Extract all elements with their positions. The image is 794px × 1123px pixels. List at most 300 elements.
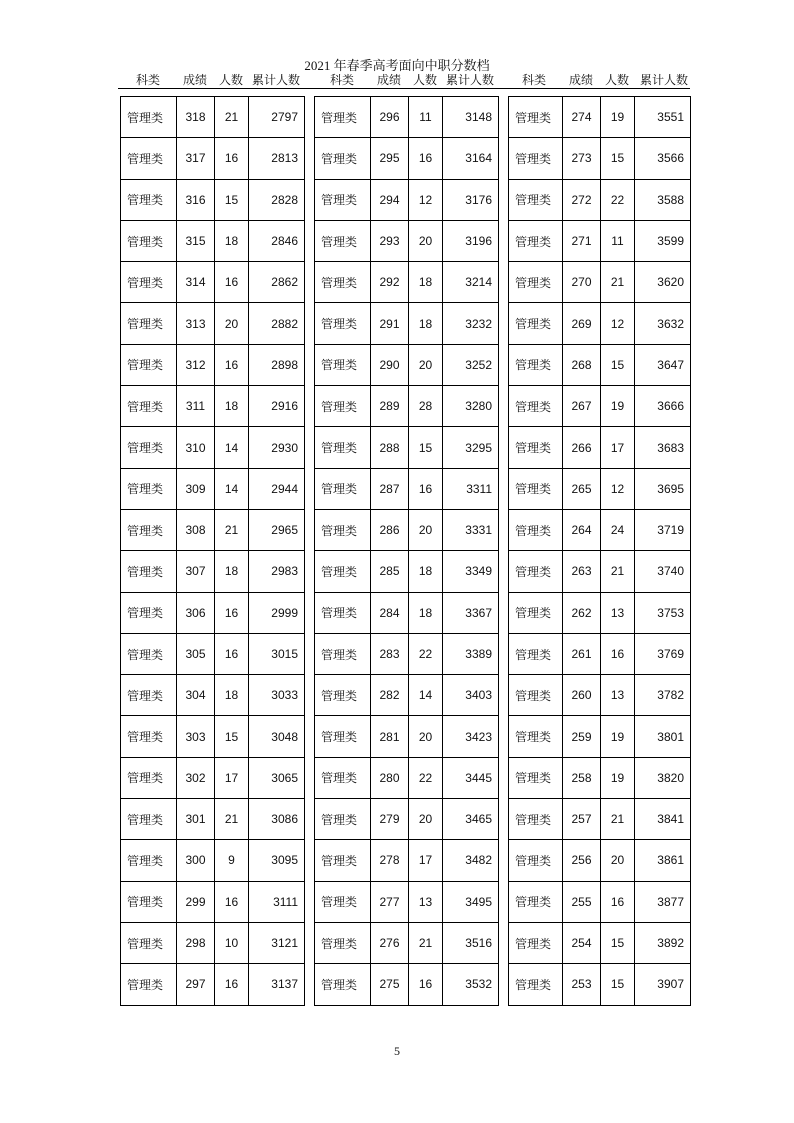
table-row <box>509 509 691 550</box>
subject-cell: 管理类 <box>315 716 371 757</box>
count-cell: 12 <box>601 468 635 509</box>
count-cell: 18 <box>215 386 249 427</box>
table-row <box>509 716 691 757</box>
count-cell: 20 <box>409 716 443 757</box>
count-cell: 21 <box>601 551 635 592</box>
table-row <box>509 964 691 1005</box>
score-cell: 265 <box>563 468 601 509</box>
table-row <box>315 675 499 716</box>
score-cell: 312 <box>177 344 215 385</box>
cumulative-cell: 2930 <box>249 427 305 468</box>
cumulative-cell: 3311 <box>443 468 499 509</box>
subject-cell: 管理类 <box>315 386 371 427</box>
count-cell: 14 <box>215 427 249 468</box>
subject-cell: 管理类 <box>315 633 371 674</box>
cumulative-cell: 3620 <box>635 262 691 303</box>
table-row <box>315 262 499 303</box>
score-cell: 270 <box>563 262 601 303</box>
header-subject: 科类 <box>329 73 354 87</box>
cumulative-cell: 3753 <box>635 592 691 633</box>
score-cell: 286 <box>371 509 409 550</box>
count-cell: 16 <box>215 592 249 633</box>
table-row <box>121 633 305 674</box>
count-cell: 9 <box>215 840 249 881</box>
subject-cell: 管理类 <box>121 840 177 881</box>
count-cell: 21 <box>601 262 635 303</box>
score-cell: 296 <box>371 97 409 138</box>
cumulative-cell: 3516 <box>443 922 499 963</box>
subject-cell: 管理类 <box>509 633 563 674</box>
table-row <box>121 716 305 757</box>
count-cell: 21 <box>409 922 443 963</box>
count-cell: 12 <box>601 303 635 344</box>
subject-cell: 管理类 <box>121 468 177 509</box>
score-cell: 295 <box>371 138 409 179</box>
subject-cell: 管理类 <box>121 799 177 840</box>
count-cell: 15 <box>215 179 249 220</box>
score-cell: 305 <box>177 633 215 674</box>
count-cell: 15 <box>601 138 635 179</box>
subject-cell: 管理类 <box>509 757 563 798</box>
count-cell: 13 <box>601 675 635 716</box>
table-row <box>121 386 305 427</box>
table-row <box>121 964 305 1005</box>
subject-cell: 管理类 <box>121 427 177 468</box>
count-cell: 16 <box>215 262 249 303</box>
table-row <box>315 303 499 344</box>
subject-cell: 管理类 <box>315 427 371 468</box>
subject-cell: 管理类 <box>315 97 371 138</box>
score-cell: 268 <box>563 344 601 385</box>
header-subject: 科类 <box>135 73 160 87</box>
score-cell: 318 <box>177 97 215 138</box>
table-row <box>509 220 691 261</box>
subject-cell: 管理类 <box>509 964 563 1005</box>
count-cell: 18 <box>215 551 249 592</box>
header-cumulative: 累计人数 <box>251 73 300 87</box>
table-row <box>315 386 499 427</box>
cumulative-cell: 3095 <box>249 840 305 881</box>
cumulative-cell: 3482 <box>443 840 499 881</box>
cumulative-cell: 3566 <box>635 138 691 179</box>
subject-cell: 管理类 <box>509 551 563 592</box>
score-cell: 280 <box>371 757 409 798</box>
header-count: 人数 <box>604 73 629 87</box>
table-row <box>121 757 305 798</box>
cumulative-cell: 3666 <box>635 386 691 427</box>
header-score: 成绩 <box>182 73 207 87</box>
cumulative-cell: 3551 <box>635 97 691 138</box>
table-row <box>121 799 305 840</box>
score-cell: 273 <box>563 138 601 179</box>
subject-cell: 管理类 <box>509 220 563 261</box>
count-cell: 21 <box>215 97 249 138</box>
score-cell: 291 <box>371 303 409 344</box>
count-cell: 15 <box>601 922 635 963</box>
score-cell: 279 <box>371 799 409 840</box>
count-cell: 16 <box>409 468 443 509</box>
count-cell: 15 <box>601 344 635 385</box>
score-cell: 255 <box>563 881 601 922</box>
score-cell: 262 <box>563 592 601 633</box>
count-cell: 22 <box>601 179 635 220</box>
count-cell: 19 <box>601 386 635 427</box>
table-row <box>315 344 499 385</box>
subject-cell: 管理类 <box>121 386 177 427</box>
score-cell: 260 <box>563 675 601 716</box>
score-cell: 302 <box>177 757 215 798</box>
count-cell: 18 <box>409 262 443 303</box>
cumulative-cell: 3196 <box>443 220 499 261</box>
subject-cell: 管理类 <box>315 551 371 592</box>
table-row <box>121 592 305 633</box>
subject-cell: 管理类 <box>121 757 177 798</box>
cumulative-cell: 3861 <box>635 840 691 881</box>
cumulative-cell: 3877 <box>635 881 691 922</box>
table-row <box>509 344 691 385</box>
score-cell: 284 <box>371 592 409 633</box>
table-row <box>121 262 305 303</box>
subject-cell: 管理类 <box>121 881 177 922</box>
subject-cell: 管理类 <box>121 97 177 138</box>
count-cell: 22 <box>409 633 443 674</box>
cumulative-cell: 3164 <box>443 138 499 179</box>
score-cell: 306 <box>177 592 215 633</box>
subject-cell: 管理类 <box>509 509 563 550</box>
cumulative-cell: 3532 <box>443 964 499 1005</box>
count-cell: 16 <box>601 881 635 922</box>
cumulative-cell: 3176 <box>443 179 499 220</box>
score-cell: 298 <box>177 922 215 963</box>
table-row <box>315 551 499 592</box>
subject-cell: 管理类 <box>315 840 371 881</box>
cumulative-cell: 3280 <box>443 386 499 427</box>
cumulative-cell: 3907 <box>635 964 691 1005</box>
cumulative-cell: 2944 <box>249 468 305 509</box>
table-row <box>509 262 691 303</box>
count-cell: 18 <box>409 592 443 633</box>
table-row <box>121 509 305 550</box>
score-table-column-1 <box>120 96 305 1006</box>
score-cell: 258 <box>563 757 601 798</box>
subject-cell: 管理类 <box>315 964 371 1005</box>
table-row <box>121 97 305 138</box>
header-score: 成绩 <box>376 73 401 87</box>
table-row <box>509 303 691 344</box>
cumulative-cell: 2797 <box>249 97 305 138</box>
subject-cell: 管理类 <box>509 97 563 138</box>
table-row <box>121 922 305 963</box>
score-cell: 261 <box>563 633 601 674</box>
score-table-column-3 <box>508 96 691 1006</box>
score-cell: 264 <box>563 509 601 550</box>
table-row <box>315 881 499 922</box>
cumulative-cell: 3719 <box>635 509 691 550</box>
cumulative-cell: 2965 <box>249 509 305 550</box>
score-cell: 304 <box>177 675 215 716</box>
cumulative-cell: 3111 <box>249 881 305 922</box>
table-row <box>509 922 691 963</box>
table-row <box>121 220 305 261</box>
table-row <box>315 964 499 1005</box>
subject-cell: 管理类 <box>315 799 371 840</box>
count-cell: 18 <box>409 551 443 592</box>
subject-cell: 管理类 <box>509 592 563 633</box>
subject-cell: 管理类 <box>315 344 371 385</box>
count-cell: 20 <box>409 344 443 385</box>
score-cell: 311 <box>177 386 215 427</box>
cumulative-cell: 3137 <box>249 964 305 1005</box>
score-cell: 289 <box>371 386 409 427</box>
cumulative-cell: 3033 <box>249 675 305 716</box>
subject-cell: 管理类 <box>315 757 371 798</box>
score-cell: 283 <box>371 633 409 674</box>
cumulative-cell: 3820 <box>635 757 691 798</box>
subject-cell: 管理类 <box>121 179 177 220</box>
score-cell: 308 <box>177 509 215 550</box>
score-cell: 307 <box>177 551 215 592</box>
subject-cell: 管理类 <box>315 592 371 633</box>
count-cell: 16 <box>215 633 249 674</box>
table-row <box>121 138 305 179</box>
page-number: 5 <box>394 1044 400 1058</box>
score-cell: 276 <box>371 922 409 963</box>
cumulative-cell: 3841 <box>635 799 691 840</box>
score-cell: 292 <box>371 262 409 303</box>
subject-cell: 管理类 <box>315 881 371 922</box>
subject-cell: 管理类 <box>121 675 177 716</box>
cumulative-cell: 3647 <box>635 344 691 385</box>
subject-cell: 管理类 <box>315 303 371 344</box>
table-row <box>121 881 305 922</box>
subject-cell: 管理类 <box>509 799 563 840</box>
table-row <box>315 633 499 674</box>
score-cell: 272 <box>563 179 601 220</box>
header-divider <box>118 88 690 89</box>
table-row <box>315 220 499 261</box>
subject-cell: 管理类 <box>121 220 177 261</box>
count-cell: 16 <box>601 633 635 674</box>
subject-cell: 管理类 <box>509 716 563 757</box>
cumulative-cell: 3148 <box>443 97 499 138</box>
subject-cell: 管理类 <box>509 344 563 385</box>
table-row <box>121 468 305 509</box>
subject-cell: 管理类 <box>509 675 563 716</box>
cumulative-cell: 2862 <box>249 262 305 303</box>
count-cell: 11 <box>601 220 635 261</box>
header-subject: 科类 <box>521 73 546 87</box>
cumulative-cell: 2898 <box>249 344 305 385</box>
cumulative-cell: 3214 <box>443 262 499 303</box>
count-cell: 18 <box>215 220 249 261</box>
score-cell: 303 <box>177 716 215 757</box>
table-row <box>121 344 305 385</box>
count-cell: 21 <box>601 799 635 840</box>
table-row <box>509 551 691 592</box>
table-row <box>315 840 499 881</box>
subject-cell: 管理类 <box>121 262 177 303</box>
count-cell: 16 <box>215 344 249 385</box>
score-cell: 294 <box>371 179 409 220</box>
count-cell: 16 <box>409 964 443 1005</box>
count-cell: 15 <box>409 427 443 468</box>
table-row <box>509 840 691 881</box>
subject-cell: 管理类 <box>121 551 177 592</box>
table-row <box>315 97 499 138</box>
score-cell: 316 <box>177 179 215 220</box>
subject-cell: 管理类 <box>121 138 177 179</box>
header-count: 人数 <box>412 73 437 87</box>
subject-cell: 管理类 <box>509 427 563 468</box>
score-cell: 317 <box>177 138 215 179</box>
table-row <box>509 592 691 633</box>
cumulative-cell: 3367 <box>443 592 499 633</box>
count-cell: 22 <box>409 757 443 798</box>
subject-cell: 管理类 <box>121 633 177 674</box>
cumulative-cell: 2828 <box>249 179 305 220</box>
score-cell: 274 <box>563 97 601 138</box>
cumulative-cell: 3232 <box>443 303 499 344</box>
subject-cell: 管理类 <box>315 675 371 716</box>
count-cell: 17 <box>215 757 249 798</box>
table-row <box>315 757 499 798</box>
score-cell: 257 <box>563 799 601 840</box>
count-cell: 14 <box>215 468 249 509</box>
table-row <box>121 179 305 220</box>
count-cell: 21 <box>215 509 249 550</box>
count-cell: 16 <box>215 881 249 922</box>
count-cell: 16 <box>215 964 249 1005</box>
count-cell: 15 <box>215 716 249 757</box>
cumulative-cell: 3801 <box>635 716 691 757</box>
cumulative-cell: 3695 <box>635 468 691 509</box>
count-cell: 10 <box>215 922 249 963</box>
count-cell: 20 <box>601 840 635 881</box>
header-cumulative: 累计人数 <box>445 73 494 87</box>
count-cell: 20 <box>215 303 249 344</box>
count-cell: 16 <box>409 138 443 179</box>
header-count: 人数 <box>218 73 243 87</box>
table-row <box>509 881 691 922</box>
cumulative-cell: 3892 <box>635 922 691 963</box>
count-cell: 18 <box>409 303 443 344</box>
count-cell: 13 <box>601 592 635 633</box>
subject-cell: 管理类 <box>509 303 563 344</box>
subject-cell: 管理类 <box>509 179 563 220</box>
count-cell: 12 <box>409 179 443 220</box>
cumulative-cell: 3048 <box>249 716 305 757</box>
cumulative-cell: 3389 <box>443 633 499 674</box>
subject-cell: 管理类 <box>121 509 177 550</box>
table-row <box>315 468 499 509</box>
count-cell: 20 <box>409 799 443 840</box>
cumulative-cell: 3331 <box>443 509 499 550</box>
cumulative-cell: 3121 <box>249 922 305 963</box>
subject-cell: 管理类 <box>121 922 177 963</box>
score-cell: 300 <box>177 840 215 881</box>
score-cell: 256 <box>563 840 601 881</box>
score-cell: 263 <box>563 551 601 592</box>
table-row <box>509 386 691 427</box>
subject-cell: 管理类 <box>315 509 371 550</box>
count-cell: 19 <box>601 97 635 138</box>
cumulative-cell: 3349 <box>443 551 499 592</box>
score-cell: 288 <box>371 427 409 468</box>
document-title: 2021 年春季高考面向中职分数档 <box>304 58 490 73</box>
subject-cell: 管理类 <box>509 386 563 427</box>
count-cell: 17 <box>601 427 635 468</box>
score-cell: 287 <box>371 468 409 509</box>
cumulative-cell: 3445 <box>443 757 499 798</box>
score-cell: 285 <box>371 551 409 592</box>
subject-cell: 管理类 <box>121 303 177 344</box>
cumulative-cell: 3252 <box>443 344 499 385</box>
count-cell: 20 <box>409 509 443 550</box>
count-cell: 16 <box>215 138 249 179</box>
count-cell: 21 <box>215 799 249 840</box>
cumulative-cell: 3740 <box>635 551 691 592</box>
header-score: 成绩 <box>568 73 593 87</box>
table-row <box>509 138 691 179</box>
table-row <box>315 922 499 963</box>
score-cell: 278 <box>371 840 409 881</box>
cumulative-cell: 2882 <box>249 303 305 344</box>
count-cell: 19 <box>601 716 635 757</box>
cumulative-cell: 3065 <box>249 757 305 798</box>
table-row <box>121 840 305 881</box>
cumulative-cell: 2983 <box>249 551 305 592</box>
score-cell: 277 <box>371 881 409 922</box>
score-cell: 254 <box>563 922 601 963</box>
score-cell: 301 <box>177 799 215 840</box>
score-cell: 259 <box>563 716 601 757</box>
table-row <box>315 179 499 220</box>
subject-cell: 管理类 <box>509 262 563 303</box>
score-cell: 253 <box>563 964 601 1005</box>
table-row <box>509 427 691 468</box>
score-cell: 282 <box>371 675 409 716</box>
subject-cell: 管理类 <box>315 179 371 220</box>
count-cell: 15 <box>601 964 635 1005</box>
cumulative-cell: 3588 <box>635 179 691 220</box>
cumulative-cell: 2813 <box>249 138 305 179</box>
subject-cell: 管理类 <box>121 592 177 633</box>
score-cell: 299 <box>177 881 215 922</box>
cumulative-cell: 3465 <box>443 799 499 840</box>
table-row <box>509 179 691 220</box>
subject-cell: 管理类 <box>315 468 371 509</box>
table-row <box>121 427 305 468</box>
subject-cell: 管理类 <box>121 344 177 385</box>
subject-cell: 管理类 <box>121 716 177 757</box>
count-cell: 20 <box>409 220 443 261</box>
cumulative-cell: 3423 <box>443 716 499 757</box>
subject-cell: 管理类 <box>315 220 371 261</box>
table-row <box>509 97 691 138</box>
score-cell: 293 <box>371 220 409 261</box>
score-cell: 313 <box>177 303 215 344</box>
cumulative-cell: 3086 <box>249 799 305 840</box>
subject-cell: 管理类 <box>121 964 177 1005</box>
column-header-row <box>0 71 794 89</box>
score-table-column-2 <box>314 96 499 1006</box>
table-row <box>509 468 691 509</box>
cumulative-cell: 3495 <box>443 881 499 922</box>
table-row <box>509 675 691 716</box>
table-row <box>315 592 499 633</box>
table-row <box>121 551 305 592</box>
cumulative-cell: 3769 <box>635 633 691 674</box>
